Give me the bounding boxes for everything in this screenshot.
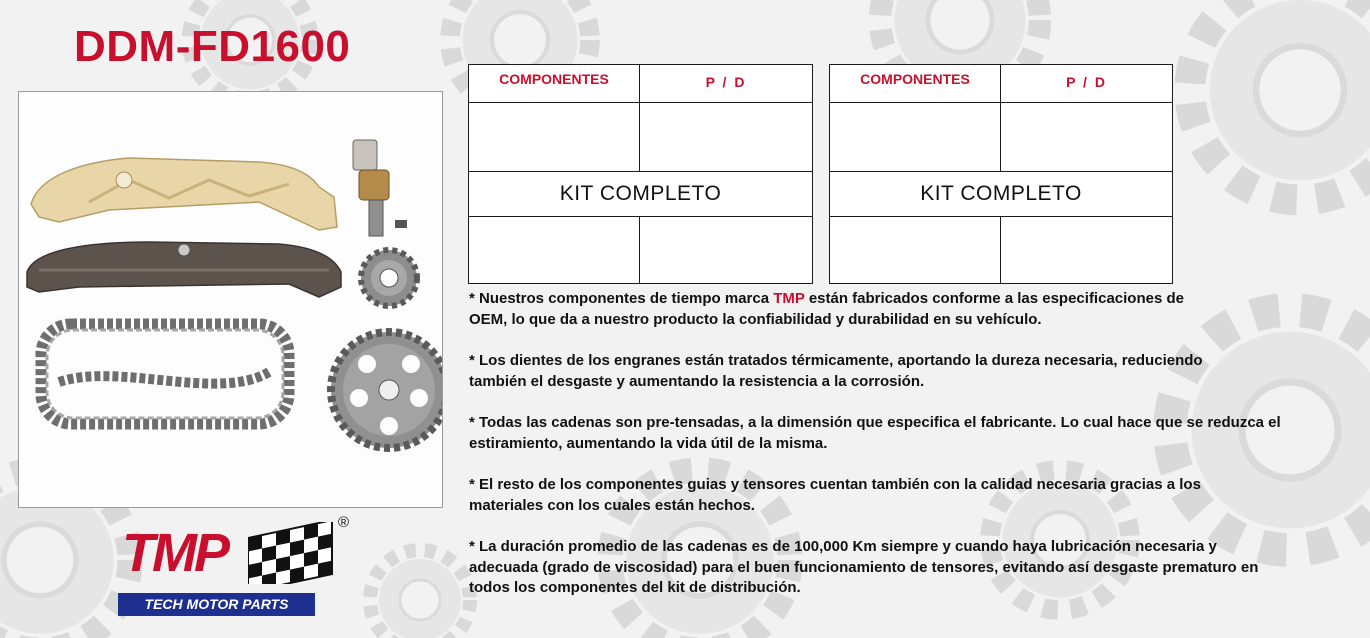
- components-header: COMPONENTES: [469, 65, 640, 103]
- gear-shape-2: [1190, 0, 1370, 200]
- note-duration: * La duración promedio de las cadenas es de 100,000 Km siempre y cuando haya lubricación necesaria y adecuada (grado de viscosidad) para el buen funcionamiento de tensores, evitando así desgaste prematuro en todos los componentes del kit de distribución.: [469, 538, 1259, 596]
- crank-sprocket: [361, 250, 417, 306]
- note-oem-pre: * Nuestros componentes de tiempo marca: [469, 290, 774, 307]
- chain-tensioner: [353, 140, 407, 236]
- note-oem-brand: TMP: [773, 290, 805, 307]
- product-code-title: DDM-FD1600: [74, 22, 351, 71]
- components-table-right: [829, 64, 1173, 284]
- logo-tagline: TECH MOTOR PARTS: [118, 593, 315, 616]
- components-cell: [830, 217, 1001, 284]
- product-photo: [18, 91, 443, 508]
- components-cell: [469, 103, 640, 172]
- components-table-left: [468, 64, 813, 284]
- note-gears: * Los dientes de los engranes están tratados térmicamente, aportando la dureza necesaria, reduciendo también el desgaste y aumentando la resistencia a la corrosión.: [469, 352, 1203, 390]
- position-cell: [1001, 217, 1173, 284]
- upper-chain-guide: [31, 158, 337, 230]
- timing-kit-illustration: [19, 92, 442, 507]
- registered-mark: ®: [338, 514, 350, 531]
- checkered-flag-icon: [248, 522, 334, 584]
- note-oem-post: están fabricados conforme a las especificaciones de OEM, lo que da a nuestro producto la confiabilidad y durabilidad en su vehículo.: [469, 290, 1184, 328]
- note-guides: * El resto de los componentes guias y tensores cuentan también con la calidad necesaria gracias a los materiales con los cuales están hechos.: [469, 476, 1201, 514]
- position-header: P / D: [640, 65, 813, 103]
- tmp-logo: [116, 514, 356, 618]
- note-oem: [469, 289, 1199, 330]
- components-cell: [469, 217, 640, 284]
- components-header: COMPONENTES: [830, 65, 1001, 103]
- position-header: P / D: [1001, 65, 1173, 103]
- kit-complete-label: KIT COMPLETO: [830, 172, 1173, 217]
- gear-shape-9: [370, 550, 470, 638]
- lower-chain-guide: [27, 242, 341, 297]
- timing-chain: [41, 324, 289, 424]
- product-notes: [469, 289, 1359, 620]
- position-cell: [640, 103, 813, 172]
- cam-sprocket: [331, 332, 442, 448]
- note-chains: * Todas las cadenas son pre-tensadas, a la dimensión que especifica el fabricante. Lo cual hace que se reduzca el estiramiento, aumentando la vida útil de la misma.: [469, 414, 1281, 452]
- logo-wordmark: TMP: [122, 523, 227, 583]
- position-cell: [1001, 103, 1173, 172]
- position-cell: [640, 217, 813, 284]
- components-cell: [830, 103, 1001, 172]
- kit-complete-label: KIT COMPLETO: [469, 172, 813, 217]
